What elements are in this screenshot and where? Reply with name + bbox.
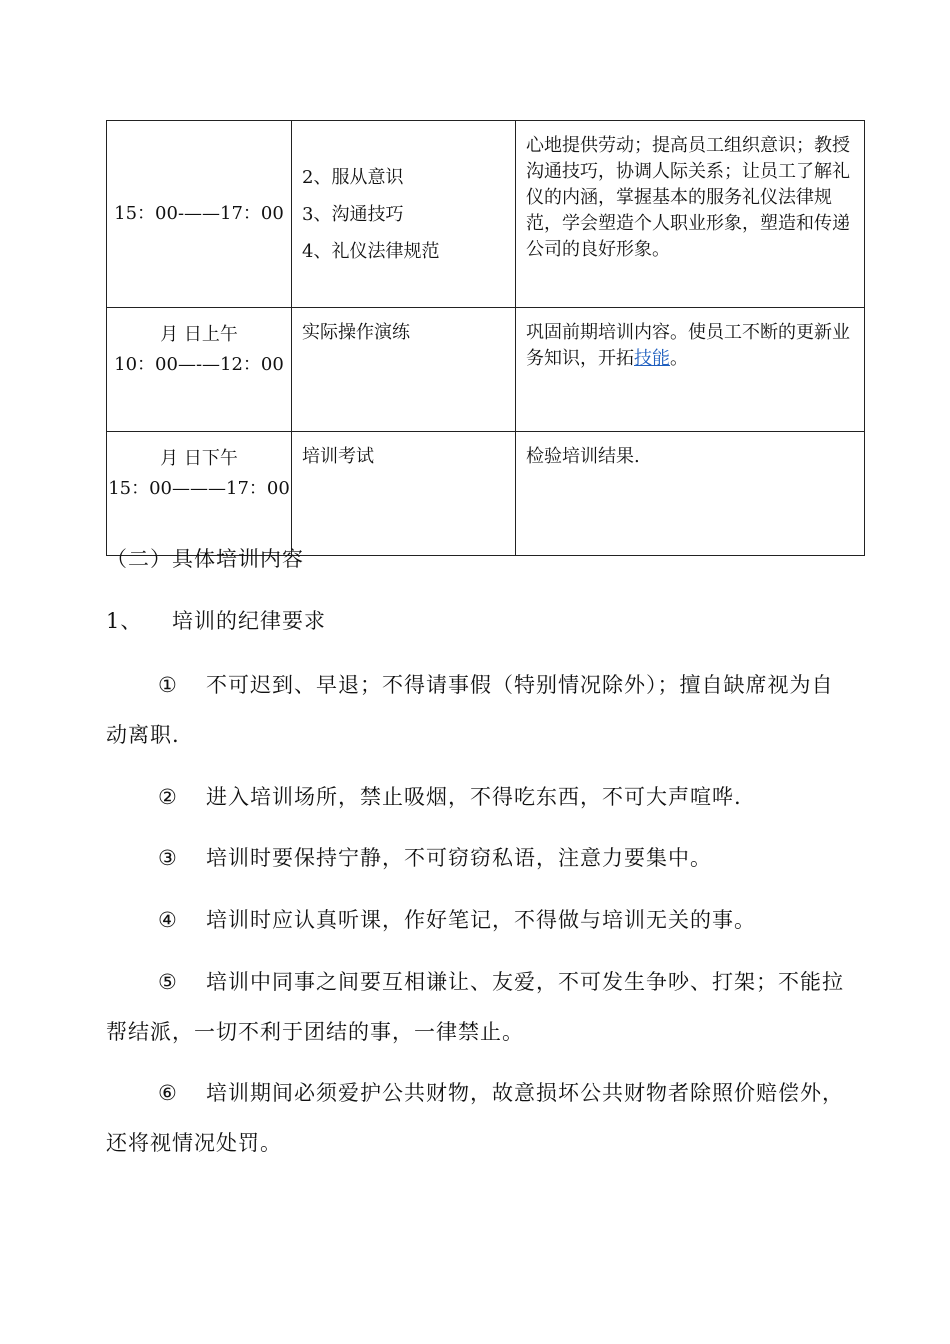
content-cell xyxy=(292,121,516,308)
rule-item xyxy=(106,772,846,822)
purpose-text: 心地提供劳动；提高员工组织意识；教授沟通技巧，协调人际关系；让员工了解礼仪的内涵，掌握基本的服务礼仪法律规范，学会塑造个人职业形象，塑造和传递公司的良好形象。 xyxy=(526,135,850,260)
rule-marker: ② xyxy=(158,785,178,809)
rule-marker: ① xyxy=(158,673,178,697)
rule-item xyxy=(106,1068,846,1168)
purpose-text: 巩固前期培训内容。使员工不断的更新业务知识，开拓 xyxy=(526,322,850,369)
rule-marker: ④ xyxy=(158,908,178,932)
time-text: 15：00———17：00 xyxy=(108,478,290,499)
content-cell xyxy=(292,308,516,432)
purpose-cell xyxy=(516,432,865,556)
rule-item xyxy=(106,833,846,883)
rules-heading xyxy=(106,605,846,635)
section-heading: （二）具体培训内容 xyxy=(106,547,304,571)
training-schedule-table xyxy=(106,120,865,556)
table-row xyxy=(107,432,865,556)
content-item: 2、服从意识 xyxy=(302,166,404,188)
rule-text: 进入培训场所，禁止吸烟，不得吃东西，不可大声喧哗. xyxy=(206,785,742,809)
purpose-cell xyxy=(516,121,865,308)
rule-text: 培训时应认真听课，作好笔记，不得做与培训无关的事。 xyxy=(206,908,756,932)
rule-marker: ⑤ xyxy=(158,970,178,994)
rules-heading-text: 培训的纪律要求 xyxy=(172,609,326,633)
rule-text: 培训期间必须爱护公共财物，故意损坏公共财物者除照价赔偿外，还将视情况处罚。 xyxy=(106,1081,844,1155)
content-item: 3、沟通技巧 xyxy=(302,203,404,225)
rule-text: 培训中同事之间要互相谦让、友爱，不可发生争吵、打架；不能拉帮结派，一切不利于团结的事，一律禁止。 xyxy=(106,970,844,1044)
time-cell xyxy=(107,432,292,556)
rule-item xyxy=(106,957,846,1057)
rule-marker: ③ xyxy=(158,846,178,870)
date-text: 月 日下午 xyxy=(160,448,238,469)
content-item: 4、礼仪法律规范 xyxy=(302,240,440,262)
time-cell xyxy=(107,121,292,308)
rule-text: 培训时要保持宁静，不可窃窃私语，注意力要集中。 xyxy=(206,846,712,870)
rules-heading-number: 1、 xyxy=(106,609,143,633)
table-row xyxy=(107,308,865,432)
content-item: 培训考试 xyxy=(302,446,374,467)
time-text: 10：00—-—12：00 xyxy=(114,354,284,375)
skill-link[interactable]: 技能 xyxy=(634,348,670,369)
purpose-cell xyxy=(516,308,865,432)
rule-item xyxy=(106,660,846,760)
rule-item xyxy=(106,895,846,945)
table-row xyxy=(107,121,865,308)
date-text: 月 日上午 xyxy=(160,324,238,345)
purpose-text: 检验培训结果. xyxy=(526,446,640,467)
time-text: 15：00-——17：00 xyxy=(114,203,284,224)
rule-marker: ⑥ xyxy=(158,1081,178,1105)
content-cell xyxy=(292,432,516,556)
content-item: 实际操作演练 xyxy=(302,322,410,343)
purpose-suffix: 。 xyxy=(670,348,688,369)
rule-text: 不可迟到、早退；不得请事假（特别情况除外）；擅自缺席视为自动离职. xyxy=(106,673,834,747)
time-cell xyxy=(107,308,292,432)
